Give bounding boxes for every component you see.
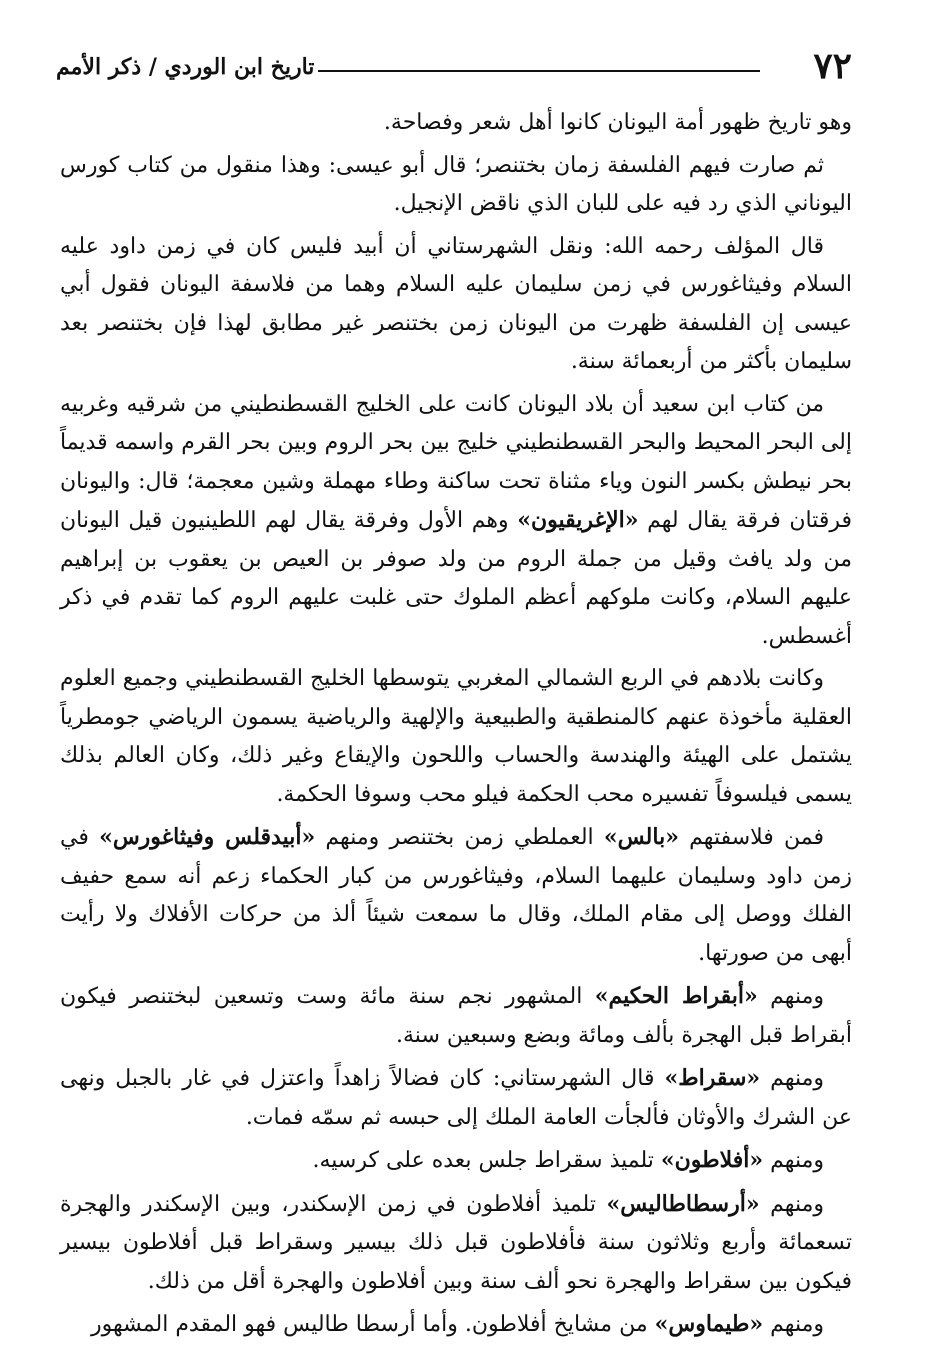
paragraph-text: المشهور نجم سنة مائة وست وتسعين لبختنصر فيكون أبقراط قبل الهجرة بألف ومائة وبضع وسبعين سنة. [60,984,852,1048]
paragraph-text: تلميذ أفلاطون في زمن الإسكندر، وبين الإسكندر والهجرة تسعمائة وأربع وثلاثون سنة فأفلاطون قبل ذلك بيسير وسقراط قبل أفلاطون بيسير فيكون بين سقراط والهجرة نحو ألف سنة وبين أفلاطون والهجرة أقل من ذلك. [60,1191,852,1294]
highlighted-term: «أبقراط الحكيم» [594,983,758,1009]
highlighted-term: «أفلاطون» [660,1147,764,1173]
paragraph-text: قال الشهرستاني: كان فضالاً زاهداً واعتزل في غار بالجبل ونهى عن الشرك والأوثان فألجأت العامة الملك إلى حبسه ثم سمّه فمات. [60,1066,852,1130]
paragraph-text: من مشايخ أفلاطون. وأما أرسطا طاليس فهو المقدم المشهور [91,1312,655,1337]
paragraph-text: ومنهم [759,1191,824,1217]
paragraph: ثم صارت فيهم الفلسفة زمان بختنصر؛ قال أبو عيسى: وهذا منقول من كتاب كورس اليوناني الذي رد فيه على للبان الذي ناقض الإنجيل. [60,152,852,216]
running-title: تاريخ ابن الوردي / ذكر الأمم [56,54,315,80]
header-rule [318,70,760,72]
paragraph-text: تلميذ سقراط جلس بعده على كرسيه. [312,1148,661,1173]
paragraph [60,1141,852,1185]
paragraph [60,1185,852,1306]
highlighted-term: «سقراط» [664,1065,761,1091]
page-header [56,42,856,92]
paragraph-text: ومنهم [760,1066,825,1091]
highlighted-term: «أبيدقلس وفيثاغورس» [99,824,316,850]
paragraph-text: من كتاب ابن سعيد أن بلاد اليونان كانت على الخليج القسطنطيني من شرقيه وغربيه إلى البحر المحيط والبحر القسطنطيني خليج بين بحر الروم وبين بحر القرم واسمه قديماً بحر نيطش بكسر النون وياء مثناة تحت ساكنة وطاء مهملة وشين معجمة؛ قال: واليونان فرقتان فرقة يقال لهم [60,391,852,533]
highlighted-term: «طيماوس» [654,1311,764,1337]
paragraph-text: ومنهم [757,984,824,1009]
highlighted-term: «أرسطاطاليس» [606,1190,760,1217]
paragraph-text: العملطي زمن بختنصر ومنهم [315,825,604,850]
paragraph: وهو تاريخ ظهور أمة اليونان كانوا أهل شعر وفصاحة. [383,110,852,135]
paragraph-text: ومنهم [763,1148,824,1173]
paragraph [60,1059,852,1141]
paragraph: قال المؤلف رحمه الله: ونقل الشهرستاني أن أبيد فليس كان في زمن داود عليه السلام وفيثاغورس في زمن سليمان عليه السلام وهما من فلاسفة اليونان فقول أبي عيسى إن الفلسفة ظهرت من اليونان زمن بختنصر غير مطابق لهذا فإن بختنصر بعد سليمان بأكثر من أربعمائة سنة. [60,233,852,374]
paragraph-text: ومنهم [763,1312,824,1337]
page-number: ٧٢ [813,45,852,87]
highlighted-term: «الإغريقيون» [517,507,639,533]
paragraph [60,386,852,661]
paragraph-text: وهم الأول وفرقة يقال لهم اللطينيون قيل اليونان من ولد يافث وقيل من جملة الروم من ولد صوفر بن العيص بن يعقوب بن إبراهيم عليهم السلام، وكانت ملوكهم أعظم الملوك حتى غلبت عليهم الروم كما تقدم في ذكر أغسطس. [60,508,852,649]
paragraph-text: فمن فلاسفتهم [678,825,824,850]
highlighted-term: «بالس» [603,824,679,850]
paragraph: وكانت بلادهم في الربع الشمالي المغربي يتوسطها الخليج القسطنطيني وجميع العلوم العقلية مأخوذة عنهم كالمنطقية والطبيعية والإلهية والرياضية يسمون الرياضي جومطرياً يشتمل على الهيئة والهندسة والحساب واللحون والإيقاع وغير ذلك، وكان العالم بذلك يسمى فيلسوفاً تفسيره محب الحكمة فيلو محب وسوفا الحكمة. [60,666,852,807]
page-body [60,104,852,1360]
paragraph [60,1305,852,1349]
paragraph-text: في زمن داود وسليمان عليهما السلام، وفيثاغورس من كبار الحكماء زعم أنه سمع حفيف الفلك ووصل إلى مقام الملك، وقال ما سمعت شيئاً ألذ من حركات الأفلاك ولا رأيت أبهى من صورتها. [60,825,852,966]
paragraph [60,818,852,977]
paragraph [60,977,852,1059]
